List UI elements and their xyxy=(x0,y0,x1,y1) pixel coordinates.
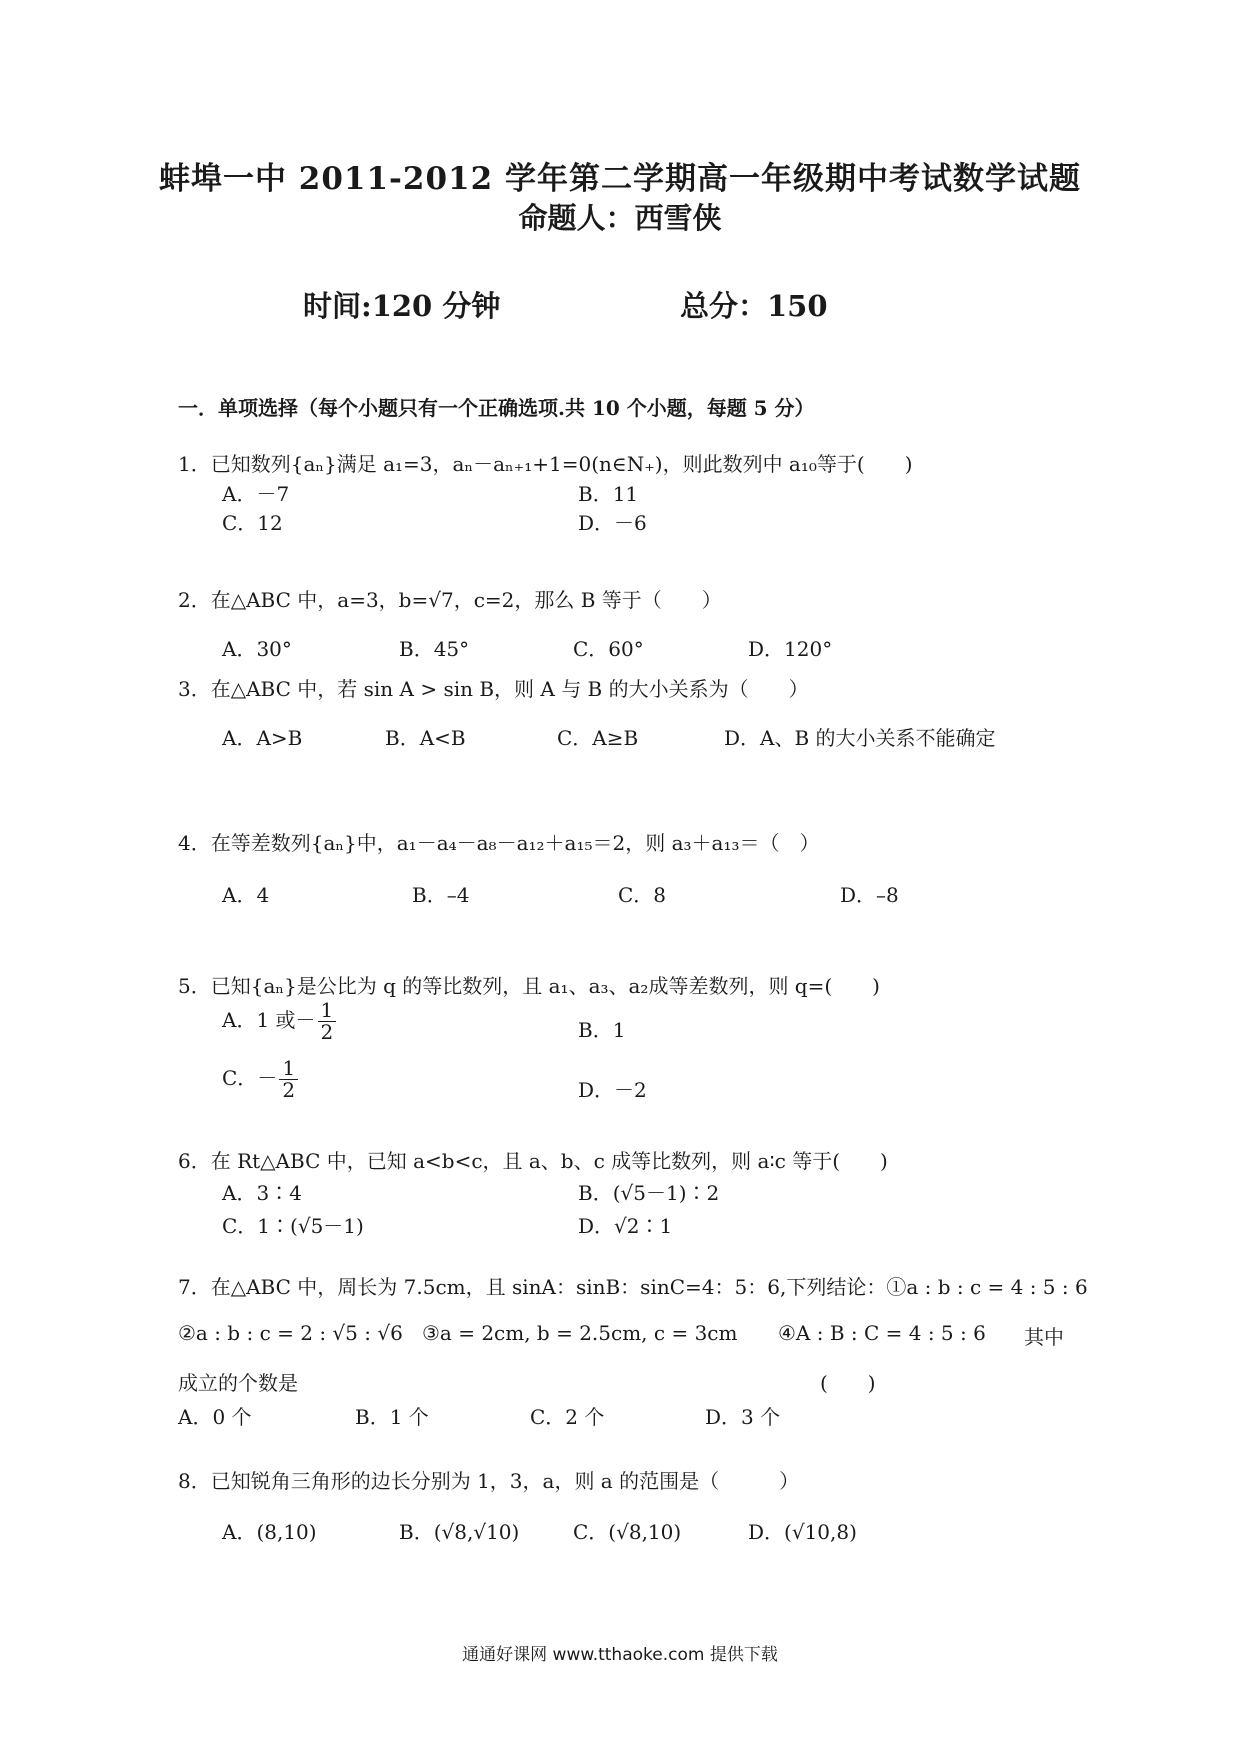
fraction-one-half xyxy=(318,1000,337,1043)
question-5-option-d: D．－2 xyxy=(578,1078,647,1102)
question-7-option-a: A．0 个 xyxy=(178,1405,252,1429)
question-7-stem-line3: 成立的个数是 xyxy=(178,1371,298,1395)
question-1-option-d: D．－6 xyxy=(578,511,647,535)
fraction-denominator: 2 xyxy=(282,1078,296,1102)
question-6-option-a: A．3∶4 xyxy=(222,1181,302,1205)
question-1-option-a: A．－7 xyxy=(222,482,290,506)
question-7-option-c: C．2 个 xyxy=(530,1405,605,1429)
question-8-stem: 8．已知锐角三角形的边长分别为 1，3，a，则 a 的范围是（ ） xyxy=(178,1469,800,1493)
question-6-stem: 6．在 Rt△ABC 中，已知 a<b<c，且 a、b、c 成等比数列，则 a∶c 等于( ) xyxy=(178,1149,888,1173)
exam-total-score: 总分：150 xyxy=(680,289,828,323)
question-5-option-a xyxy=(222,1000,338,1043)
question-3-option-b: B．A<B xyxy=(385,726,466,750)
question-1-option-c: C．12 xyxy=(222,511,283,535)
fraction-numerator: 1 xyxy=(318,1000,337,1022)
exam-title: 蚌埠一中 2011-2012 学年第二学期高一年级期中考试数学试题 xyxy=(158,161,1081,197)
fraction-one-half xyxy=(279,1058,298,1101)
section-heading: 一．单项选择（每个小题只有一个正确选项.共 10 个小题，每题 5 分） xyxy=(178,396,815,420)
question-8-option-a: A．(8,10) xyxy=(222,1520,317,1544)
question-7-option-d: D．3 个 xyxy=(705,1405,781,1429)
question-2-option-a: A．30° xyxy=(222,637,292,661)
footer-watermark: 通通好课网 www.tthaoke.com 提供下载 xyxy=(462,1645,778,1665)
question-7-conclusion-3: ③a = 2cm, b = 2.5cm, c = 3cm xyxy=(422,1321,738,1345)
fraction-denominator: 2 xyxy=(320,1020,334,1044)
question-1-stem: 1．已知数列{aₙ}满足 a₁=3，aₙ－aₙ₊₁+1=0(n∈N₊)，则此数列中 a₁₀等于( ) xyxy=(178,452,913,476)
question-7-conclusion-4: ④A : B : C = 4 : 5 : 6 xyxy=(778,1321,986,1345)
question-5-option-c xyxy=(222,1058,300,1101)
question-4-option-d: D．–8 xyxy=(840,883,899,907)
question-3-option-d: D．A、B 的大小关系不能确定 xyxy=(724,726,996,750)
fraction-numerator: 1 xyxy=(279,1058,298,1080)
exam-author: 命题人：西雪侠 xyxy=(518,201,722,235)
question-7-qizhong: 其中 xyxy=(1024,1325,1064,1349)
question-6-option-d: D．√2∶1 xyxy=(578,1214,673,1238)
question-5-option-c-text: C．－ xyxy=(222,1066,278,1090)
question-4-option-c: C．8 xyxy=(618,883,667,907)
question-8-option-b: B．(√8,√10) xyxy=(399,1520,520,1544)
question-2-option-d: D．120° xyxy=(748,637,833,661)
question-8-option-c: C．(√8,10) xyxy=(573,1520,682,1544)
question-1-option-b: B．11 xyxy=(578,482,639,506)
question-2-stem: 2．在△ABC 中，a=3，b=√7，c=2，那么 B 等于（ ） xyxy=(178,588,722,612)
question-3-stem: 3．在△ABC 中，若 sin A > sin B，则 A 与 B 的大小关系为（ ） xyxy=(178,677,809,701)
question-3-option-c: C．A≥B xyxy=(557,726,639,750)
question-2-option-b: B．45° xyxy=(399,637,470,661)
question-2-option-c: C．60° xyxy=(573,637,644,661)
question-3-option-a: A．A>B xyxy=(222,726,303,750)
question-5-option-a-text: A．1 或－ xyxy=(222,1008,316,1032)
question-4-option-b: B．–4 xyxy=(412,883,470,907)
question-5-stem: 5．已知{aₙ}是公比为 q 的等比数列，且 a₁、a₃、a₂成等差数列，则 q=( ) xyxy=(178,974,880,998)
question-8-option-d: D．(√10,8) xyxy=(748,1520,857,1544)
question-6-option-c: C．1∶(√5－1) xyxy=(222,1214,364,1238)
question-5-option-b: B．1 xyxy=(578,1018,626,1042)
question-7-option-b: B．1 个 xyxy=(355,1405,429,1429)
exam-time: 时间:120 分钟 xyxy=(303,289,501,323)
question-4-option-a: A．4 xyxy=(222,883,270,907)
question-4-stem: 4．在等差数列{aₙ}中，a₁－a₄－a₈－a₁₂＋a₁₅＝2，则 a₃＋a₁₃＝（ ） xyxy=(178,831,820,855)
question-7-stem-line1: 7．在△ABC 中，周长为 7.5cm，且 sinA：sinB：sinC=4：5：6,下列结论：①a : b : c = 4 : 5 : 6 xyxy=(178,1275,1088,1299)
question-7-answer-paren: ( ) xyxy=(820,1371,876,1395)
question-7-conclusion-2: ②a : b : c = 2 : √5 : √6 xyxy=(178,1321,403,1345)
question-6-option-b: B．(√5－1)∶2 xyxy=(578,1181,720,1205)
